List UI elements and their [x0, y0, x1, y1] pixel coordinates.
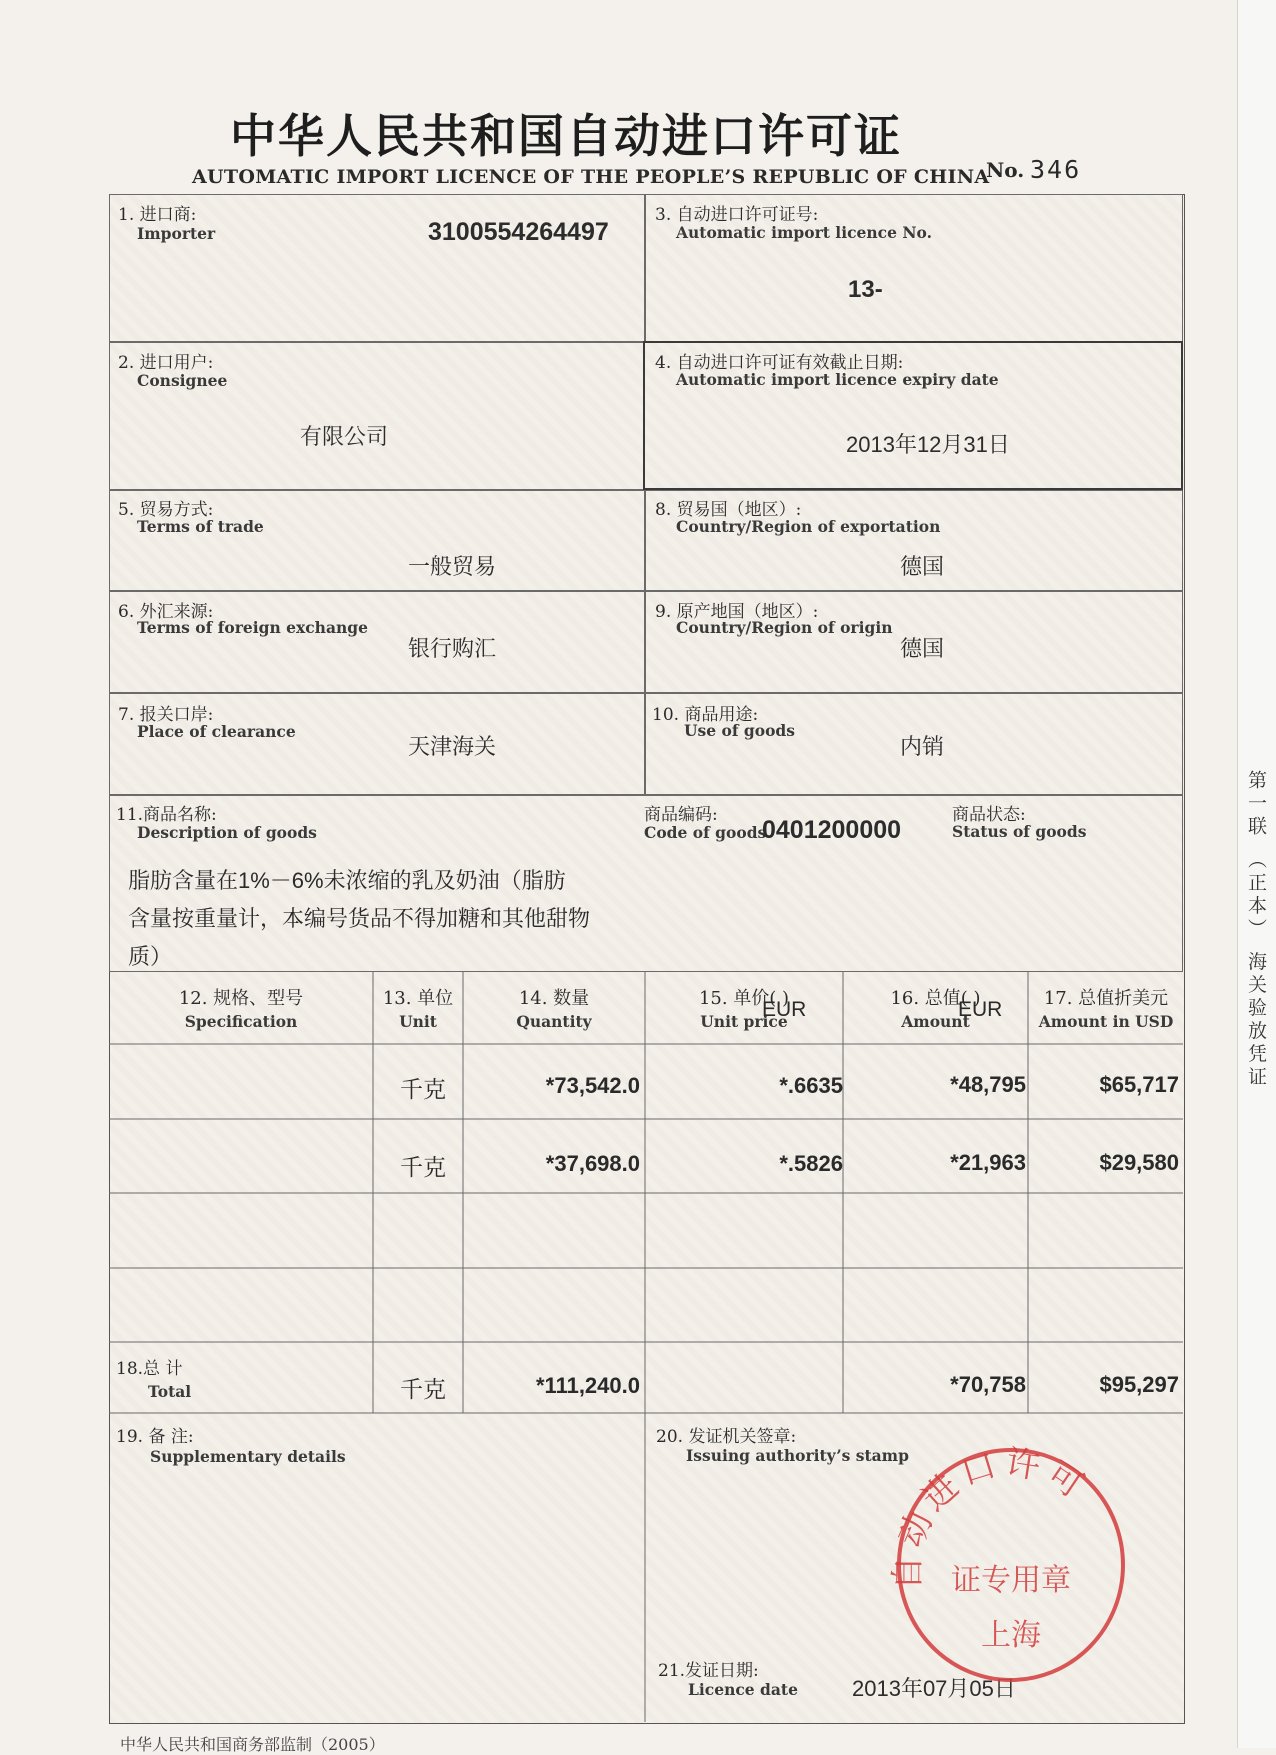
- licence-no-value: 13-: [848, 276, 883, 303]
- goods-description-line: 脂肪含量在1%－6%未浓缩的乳及奶油（脂肪: [128, 868, 566, 893]
- export-country-label-en: Country/Region of exportation: [676, 517, 941, 536]
- header-unit: [374, 984, 462, 1031]
- use-value: 内销: [900, 734, 945, 759]
- goods-label-en: Description of goods: [137, 823, 317, 842]
- row-unit-price: *.6635: [779, 1073, 843, 1098]
- stamp-label-cn: 20. 发证机关签章:: [656, 1427, 797, 1447]
- stamp-label-en: Issuing authority’s stamp: [686, 1446, 909, 1465]
- serial-number: 346: [1030, 155, 1082, 184]
- header-en: Unit price: [700, 1012, 788, 1031]
- header-unit-price: [646, 984, 842, 1031]
- serial-label: No.: [986, 158, 1025, 182]
- row-quantity: *37,698.0: [545, 1151, 640, 1176]
- goods-description-line: 质）: [128, 944, 173, 969]
- header-specification: [112, 984, 370, 1031]
- origin-value: 德国: [900, 636, 945, 661]
- goods-description-line: 含量按重量计，本编号货品不得加糖和其他甜物: [128, 906, 591, 931]
- licence-no-label-en: Automatic import licence No.: [676, 223, 932, 242]
- use-label-en: Use of goods: [684, 721, 795, 740]
- header-cn: 16. 总值( ): [890, 988, 981, 1009]
- title-chinese: 中华人民共和国自动进口许可证: [230, 109, 902, 163]
- importer-label-cn: 1. 进口商:: [118, 205, 197, 225]
- official-seal: [886, 1440, 1136, 1690]
- trade-terms-value: 一般贸易: [408, 554, 497, 579]
- issue-date-label-cn: 21.发证日期:: [658, 1661, 759, 1681]
- consignee-value: 有限公司: [300, 424, 389, 449]
- issue-date-label-en: Licence date: [688, 1680, 798, 1699]
- clearance-value: 天津海关: [408, 734, 497, 759]
- origin-label-en: Country/Region of origin: [676, 618, 893, 637]
- row-unit: 千克: [400, 1076, 446, 1102]
- seal-text-bottom: 上海: [981, 1618, 1041, 1653]
- row-amount: *48,795: [950, 1072, 1026, 1097]
- consignee-label-cn: 2. 进口用户:: [118, 353, 214, 373]
- row-amount-usd: $65,717: [1099, 1072, 1179, 1097]
- header-en: Quantity: [516, 1012, 592, 1031]
- total-amount: *70,758: [950, 1372, 1026, 1397]
- row-unit-price: *.5826: [779, 1151, 843, 1176]
- header-en: Unit: [399, 1012, 437, 1031]
- header-en: Amount: [901, 1012, 970, 1031]
- footer-note: 中华人民共和国商务部监制（2005）: [120, 1735, 385, 1754]
- consignee-label-en: Consignee: [137, 371, 228, 390]
- fx-terms-value: 银行购汇: [408, 636, 497, 661]
- header-en: Amount in USD: [1038, 1012, 1174, 1031]
- importer-label-en: Importer: [137, 224, 216, 243]
- fx-terms-label-cn: 6. 外汇来源:: [118, 602, 214, 622]
- total-label-cn: 18.总 计: [116, 1359, 183, 1379]
- licence-no-label-cn: 3. 自动进口许可证号:: [655, 205, 819, 225]
- remarks-label-cn: 19. 备 注:: [116, 1427, 194, 1447]
- row-unit: 千克: [400, 1154, 446, 1180]
- trade-terms-label-cn: 5. 贸易方式:: [118, 500, 214, 520]
- export-country-value: 德国: [900, 554, 945, 579]
- title-english: AUTOMATIC IMPORT LICENCE OF THE PEOPLE’S REPUBLIC OF CHINA: [192, 166, 990, 188]
- use-label-cn: 10. 商品用途:: [652, 705, 759, 725]
- goods-label-cn: 11.商品名称:: [116, 805, 217, 825]
- seal-text-mid: 证专用章: [951, 1563, 1071, 1598]
- header-amount-usd: [1029, 984, 1183, 1031]
- fx-terms-label-en: Terms of foreign exchange: [137, 618, 368, 637]
- expiry-label-en: Automatic import licence expiry date: [676, 370, 999, 389]
- header-cn: 13. 单位: [382, 988, 454, 1009]
- total-label-en: Total: [148, 1382, 192, 1401]
- expiry-value: 2013年12月31日: [846, 432, 1010, 457]
- export-country-label-cn: 8. 贸易国（地区）:: [655, 500, 802, 520]
- trade-terms-label-en: Terms of trade: [137, 517, 264, 536]
- header-quantity: [464, 984, 644, 1031]
- origin-label-cn: 9. 原产地国（地区）:: [655, 602, 819, 622]
- header-cn: 14. 数量: [518, 988, 590, 1009]
- row-quantity: *73,542.0: [545, 1073, 640, 1098]
- amount-currency: EUR: [958, 998, 1003, 1021]
- code-label-cn: 商品编码:: [644, 805, 718, 825]
- clearance-label-cn: 7. 报关口岸:: [118, 705, 214, 725]
- issue-date-value: 2013年07月05日: [852, 1676, 1016, 1701]
- row-amount-usd: $29,580: [1099, 1150, 1179, 1175]
- code-label-en: Code of goods: [644, 823, 767, 842]
- total-quantity: *111,240.0: [535, 1373, 640, 1398]
- clearance-label-en: Place of clearance: [137, 722, 296, 741]
- importer-value: 3100554264497: [428, 218, 609, 246]
- expiry-label-cn: 4. 自动进口许可证有效截止日期:: [655, 353, 904, 373]
- code-value: 0401200000: [762, 816, 902, 844]
- header-cn: 17. 总值折美元: [1043, 988, 1169, 1009]
- total-unit: 千克: [400, 1376, 446, 1402]
- status-label-cn: 商品状态:: [952, 805, 1026, 825]
- copy-designation: 第一联 （正本） 海关验放凭证: [1245, 770, 1267, 1090]
- remarks-label-en: Supplementary details: [150, 1447, 346, 1466]
- header-en: Specification: [184, 1012, 298, 1031]
- unit-price-currency: EUR: [762, 998, 807, 1021]
- status-label-en: Status of goods: [952, 822, 1087, 841]
- header-cn: 15. 单价( ): [698, 988, 790, 1009]
- total-amount-usd: $95,297: [1099, 1372, 1179, 1397]
- header-cn: 12. 规格、型号: [178, 988, 304, 1009]
- seal-text-top: 自动进口许可: [887, 1442, 1096, 1591]
- row-amount: *21,963: [950, 1150, 1026, 1175]
